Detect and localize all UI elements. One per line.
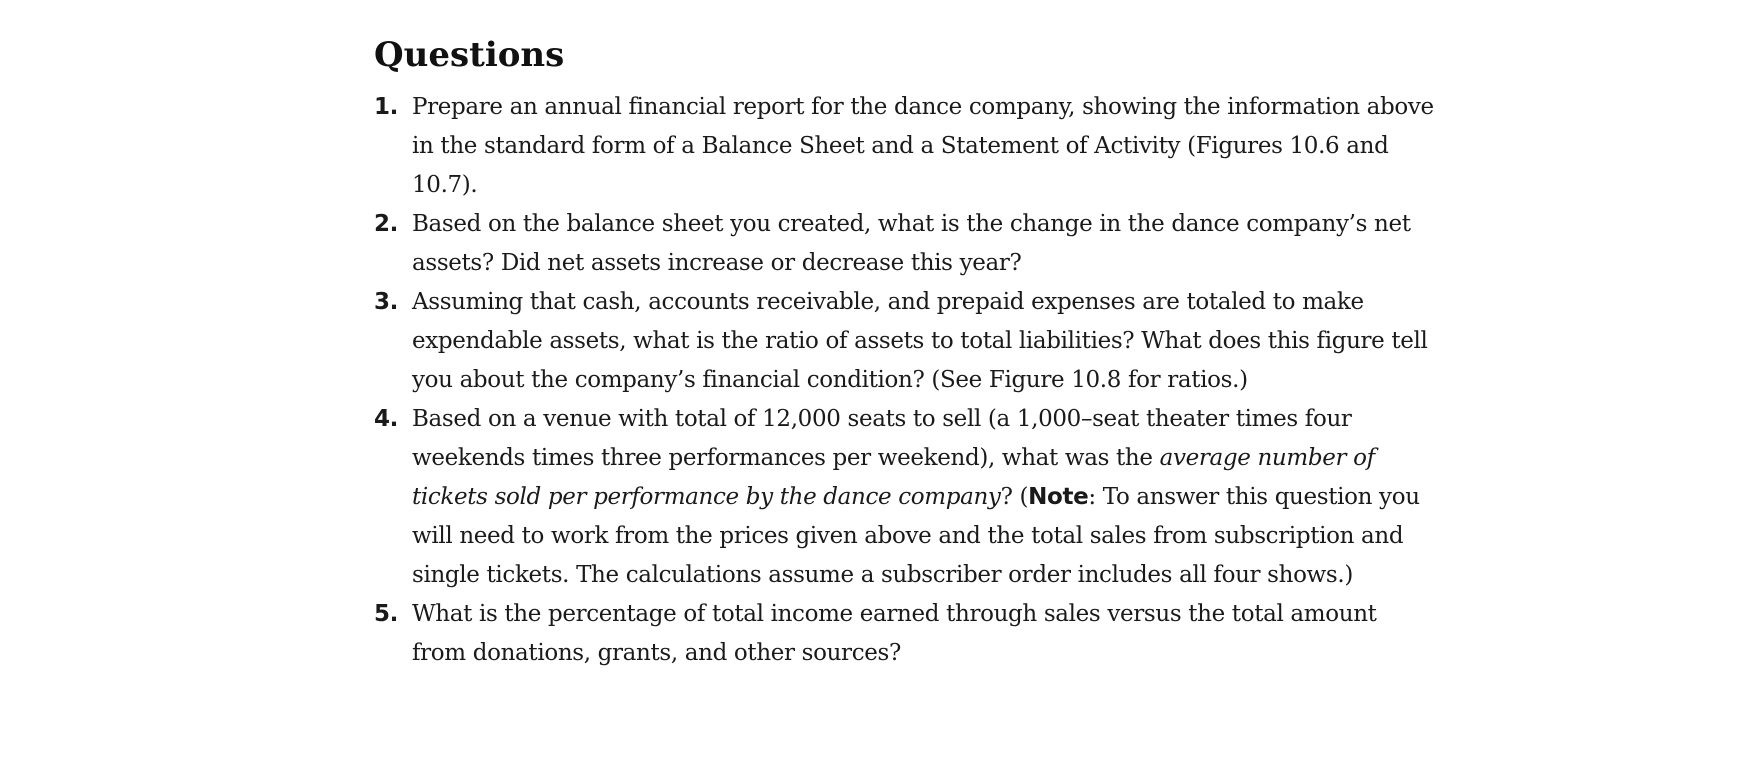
question-item-1 (374, 88, 1434, 205)
question-text-end: : To answer this question you will need to work from the prices given above and the total sales from subscription and single tickets. The calculations assume a subscriber order includes all four shows.) (412, 484, 1420, 588)
question-number: 4. (374, 406, 399, 432)
questions-section (374, 28, 1434, 673)
question-number: 2. (374, 211, 399, 237)
question-number: 3. (374, 289, 399, 315)
note-label: Note (1028, 484, 1089, 510)
question-item-3 (374, 283, 1434, 400)
question-text-mid: ? ( (1000, 484, 1029, 510)
question-item-5 (374, 595, 1434, 673)
question-text-start: Based on a venue with total of 12,000 seats to sell (a 1,000–seat theater times four weekends times three performances per weekend), what was the (412, 406, 1352, 471)
question-text: Based on the balance sheet you created, what is the change in the dance company’s net assets? Did net assets increase or decrease this year? (412, 211, 1411, 276)
question-text: What is the percentage of total income earned through sales versus the total amount from donations, grants, and other sources? (412, 601, 1377, 666)
question-item-2 (374, 205, 1434, 283)
question-item-4 (374, 400, 1434, 595)
question-number: 1. (374, 94, 399, 120)
question-text: Prepare an annual financial report for the dance company, showing the information above in the standard form of a Balance Sheet and a Statement of Activity (Figures 10.6 and 10.7). (412, 94, 1434, 198)
question-text: Assuming that cash, accounts receivable, and prepaid expenses are totaled to make expendable assets, what is the ratio of assets to total liabilities? What does this figure tell you about the company’s financial condition? (See Figure 10.8 for ratios.) (412, 289, 1428, 393)
question-number: 5. (374, 601, 399, 627)
questions-list (374, 88, 1434, 673)
section-heading: Questions (374, 35, 565, 75)
question-text-emphasis: average number of tickets sold per performance by the dance company (412, 445, 1375, 510)
